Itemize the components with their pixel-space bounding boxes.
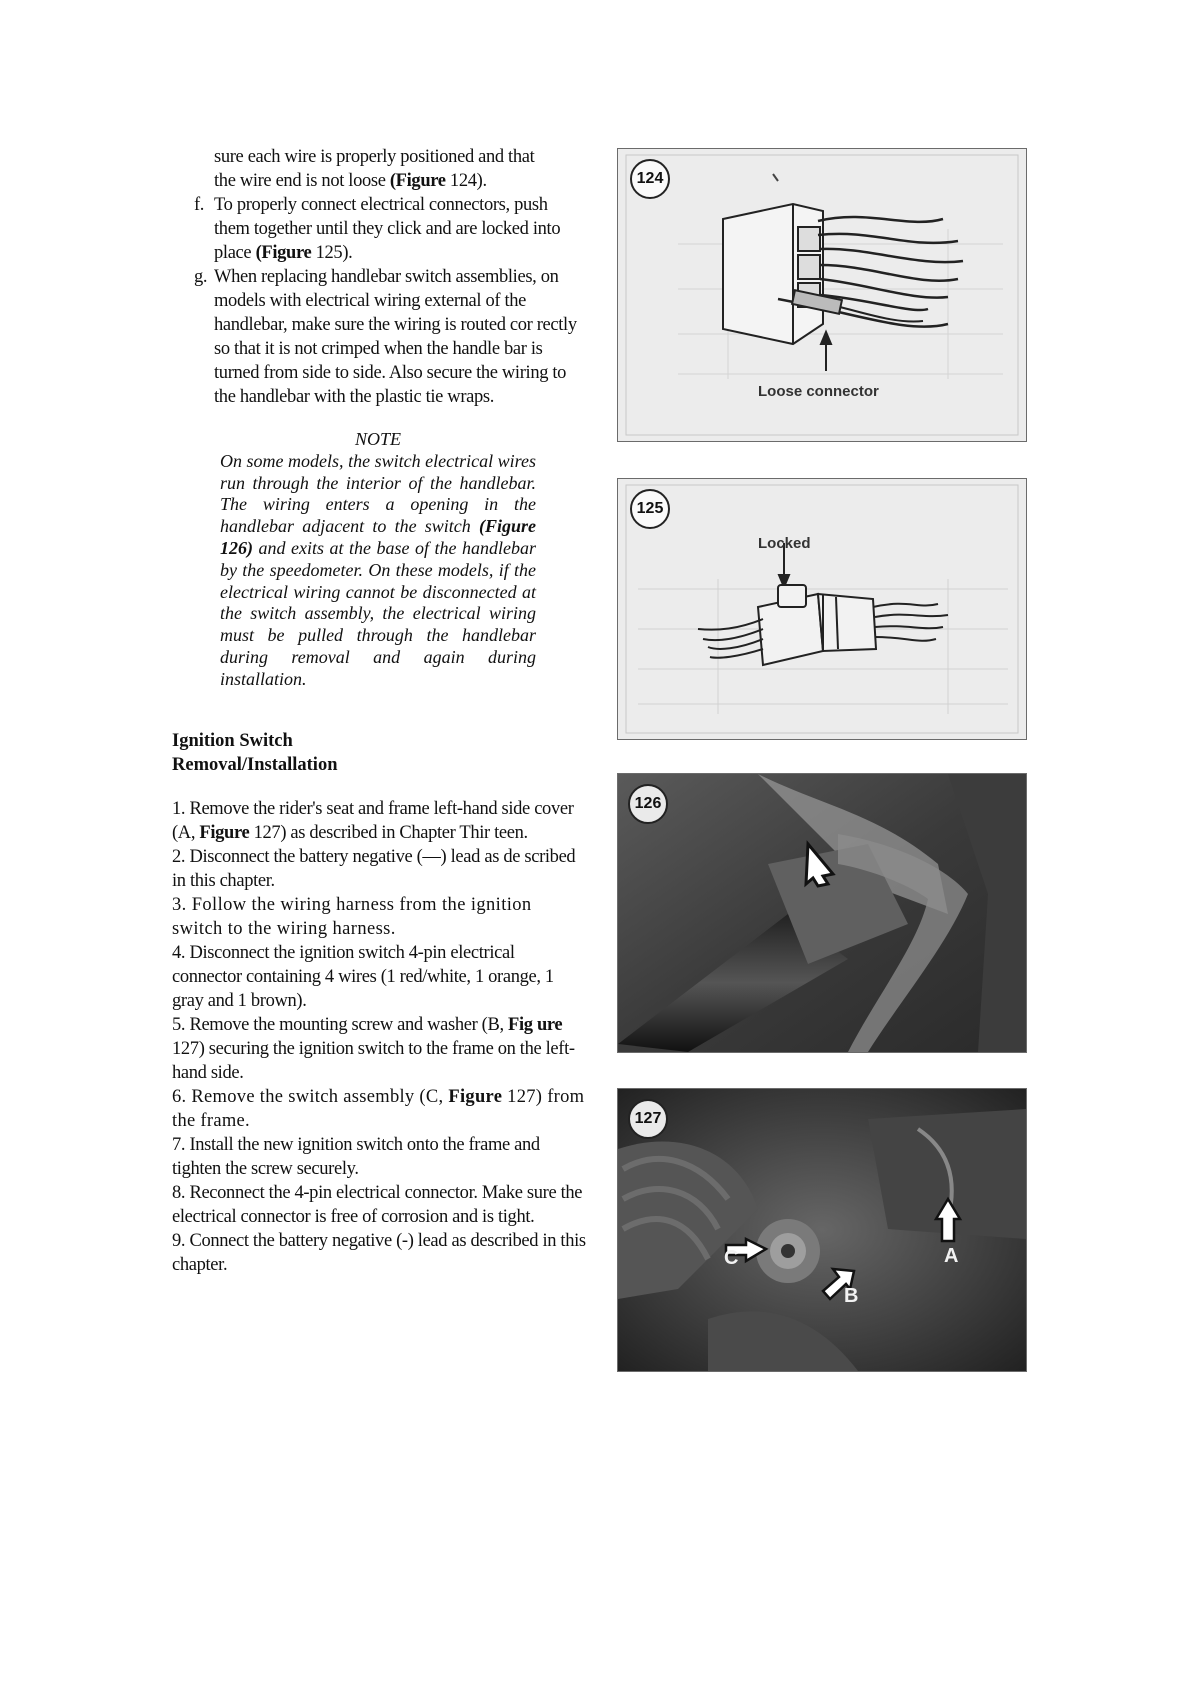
section-heading — [172, 729, 587, 777]
figure-caption: Loose connector — [758, 383, 879, 400]
step-text: 5. Remove the mounting screw and washer (B, — [172, 1014, 509, 1035]
step-text: 3. Follow the wiring harness from the ignition switch to the wiring harness. — [172, 894, 532, 939]
figure-ref: (Figure — [389, 171, 446, 191]
continuation-paragraph — [172, 145, 587, 193]
list-item-text: To properly connect electrical connectors, push them together until they click and are locked into place — [214, 195, 561, 263]
list-marker: g. — [194, 267, 208, 287]
list-item-g — [172, 265, 587, 409]
section-heading-line1: Ignition Switch — [172, 730, 293, 751]
step-text: 8. Reconnect the 4-pin electrical connector. Make sure the electrical connector is free of corrosion and is tight. — [172, 1182, 583, 1227]
step-text-end: 127) from the frame. — [172, 1086, 585, 1131]
figure-ref: (Figure 126) — [220, 516, 536, 558]
handlebar-switch-photo — [618, 774, 1026, 1052]
figure-number-badge: 125 — [630, 489, 670, 529]
section-heading-line2: Removal/Installation — [172, 754, 338, 775]
figure-ref: Figure — [199, 822, 250, 843]
step-text: 4. Disconnect the ignition switch 4-pin electrical connector containing 4 wires (1 red/white, 1 orange, 1 gray and 1 brown). — [172, 942, 554, 1011]
ignition-switch-photo — [618, 1089, 1026, 1371]
figure-ref: Figure — [448, 1086, 503, 1107]
list-item-text-end: 125). — [311, 243, 353, 263]
step-item — [172, 845, 587, 893]
figure-number-badge: 126 — [628, 784, 668, 824]
step-item — [172, 797, 587, 845]
continuation-line1: sure each wire is properly positioned and that — [214, 147, 535, 167]
step-text: 9. Connect the battery negative (-) lead as described in this chapter. — [172, 1230, 586, 1275]
list-item-text: When replacing handlebar switch assemblies, on models with electrical wiring external of the handlebar, make sure the wiring is routed cor rectly so that it is not crimped when the handle bar is turned from side to side. Also secure the wiring to the handlebar with the plastic tie wraps. — [214, 267, 577, 407]
continuation-line2-end: 124). — [445, 171, 487, 191]
figure-number-badge: 124 — [630, 159, 670, 199]
step-text-end: 127) as described in Chapter Thir teen. — [249, 822, 528, 843]
note-title: NOTE — [354, 429, 401, 449]
step-item — [172, 1181, 587, 1229]
note-text-end: and exits at the base of the handlebar by the speedometer. On these models, if the electrical wiring cannot be disconnected at the switch assembly, the electrical wiring must be pulled through the handlebar during removal and again during installation. — [220, 537, 536, 689]
step-text-end: 127) securing the ignition switch to the frame on the left-hand side. — [172, 1038, 575, 1083]
step-text: 7. Install the new ignition switch onto the frame and tighten the screw securely. — [172, 1134, 540, 1179]
figure-126 — [617, 773, 1027, 1053]
figure-ref: (Figure — [255, 243, 312, 263]
figure-number-badge: 127 — [628, 1099, 668, 1139]
step-item — [172, 893, 587, 941]
figure-caption: Locked — [758, 535, 811, 552]
step-text: 6. Remove the switch assembly (C, — [172, 1086, 449, 1107]
continuation-line2: the wire end is not loose — [214, 171, 390, 191]
step-item — [172, 941, 587, 1013]
label-c: C — [724, 1247, 739, 1269]
step-text: 1. Remove the rider's seat and frame left-hand side cover (A, — [172, 798, 574, 843]
figure-ref: Fig ure — [508, 1014, 563, 1035]
figure-124 — [617, 148, 1027, 442]
step-text: 2. Disconnect the battery negative (—) lead as de scribed in this chapter. — [172, 846, 576, 891]
figure-127 — [617, 1088, 1027, 1372]
note-text: On some models, the switch electrical wires run through the interior of the handlebar. The wiring enters a opening in the handlebar adjacent to the switch — [220, 450, 536, 537]
list-marker: f. — [194, 195, 205, 215]
step-item — [172, 1013, 587, 1085]
label-b: B — [844, 1285, 859, 1307]
text-column — [172, 145, 587, 1277]
step-item — [172, 1133, 587, 1181]
note-block — [220, 429, 536, 691]
steps-list — [172, 797, 587, 1277]
locked-connector-illustration — [618, 479, 1026, 739]
label-a: A — [944, 1245, 959, 1267]
step-item — [172, 1085, 587, 1133]
step-item — [172, 1229, 587, 1277]
figure-125 — [617, 478, 1027, 740]
list-item-f — [172, 193, 587, 265]
